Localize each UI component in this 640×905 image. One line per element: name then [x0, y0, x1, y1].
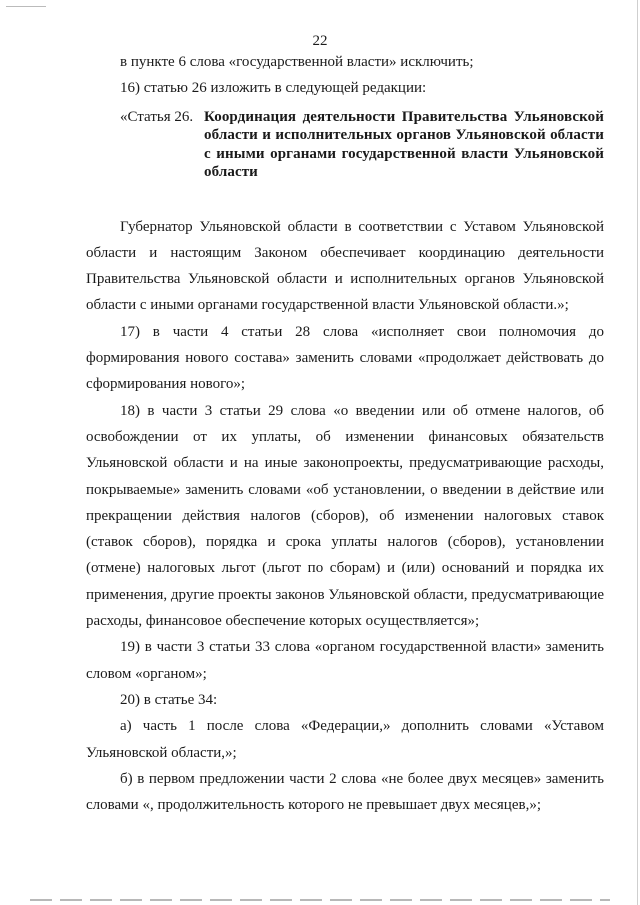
scan-edge-top	[6, 6, 46, 7]
scan-edge-right	[637, 0, 638, 905]
paragraph-amendment-19: 19) в части 3 статьи 33 слова «органом государственной власти» заменить словом «органом»;	[86, 639, 604, 682]
paragraph-amendment-20b: б) в первом предложении части 2 слова «не более двух месяцев» заменить словами «, продолжительность которого не превышает двух месяцев,»;	[86, 770, 604, 814]
page-number: 22	[312, 33, 328, 49]
paragraph-item-6-note: в пункте 6 слова «государственной власти» исключить;	[120, 54, 474, 70]
scan-edge-bottom	[30, 899, 610, 901]
paragraph-amendment-20a: а) часть 1 после слова «Федерации,» дополнить словами «Уставом Ульяновской области,»;	[86, 718, 604, 761]
heading-spacer	[86, 182, 604, 214]
article-title: Координация деятельности Правительства Ульяновской области и исполнительных органов Ульяновской области с иными органами государственной власти Ульяновской области	[204, 108, 604, 181]
paragraph-amendment-20: 20) в статье 34:	[120, 691, 218, 708]
paragraph-amendment-17: 17) в части 4 статьи 28 слова «исполняет свои полномочия до формирования нового состава» заменить словами «продолжает действовать до сформирования нового»;	[86, 323, 604, 393]
paragraph-amendment-16: 16) статью 26 изложить в следующей редакции:	[120, 80, 427, 97]
article-number: «Статья 26.	[120, 108, 194, 125]
article-heading	[86, 108, 604, 182]
paragraph-amendment-18: 18) в части 3 статьи 29 слова «о введении или об отмене налогов, об освобождении от их уплаты, об изменении финансовых обязательств Ульяновской области и на иные законопроекты, предусматривающие расходы, покрываемые» заменить словами «об установлении, о введении в действие или прекращении действия налогов (сборов), об изменении налоговых ставок (ставок сборов), порядка и срока уплаты налогов (сборов), установлении (отмене) налоговых льгот (льгот по сборам) и (или) оснований и порядка их применения, другие проекты законов Ульяновской области, предусматривающие расходы, финансовое обеспечение которых осуществляется»;	[86, 402, 604, 630]
paragraph-article-text: Губернатор Ульяновской области в соответствии с Уставом Ульяновской области и настоящим Законом обеспечивает координацию деятельности Правительства Ульяновской области и исполнительных органов Ульяновской области с иными органами государственной власти Ульяновской области.»;	[86, 218, 604, 314]
document-body	[86, 49, 604, 818]
